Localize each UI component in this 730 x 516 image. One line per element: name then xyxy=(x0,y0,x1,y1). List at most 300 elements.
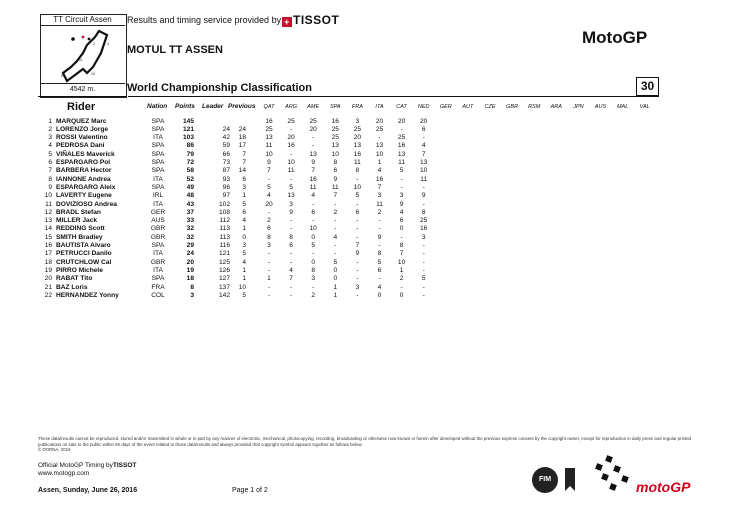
race-points: 25 xyxy=(375,125,384,133)
rider-points: 19 xyxy=(186,266,194,274)
race-points: 4 xyxy=(377,283,382,291)
rider-nation: GER xyxy=(150,208,166,216)
doc-number: 30 xyxy=(636,77,659,96)
rider-name: BARBERA Hector xyxy=(56,167,112,175)
col-race-jpn: JPN xyxy=(573,104,584,110)
race-points: 25 xyxy=(309,117,317,125)
rider-position: 6 xyxy=(48,159,52,166)
gap-previous: 6 xyxy=(242,208,246,216)
gap-leader: 112 xyxy=(219,217,230,225)
race-points: - xyxy=(356,225,359,233)
race-points: 10 xyxy=(331,150,339,158)
race-points: 8 xyxy=(289,233,293,241)
rider-name: SMITH Bradley xyxy=(56,233,103,241)
race-points: - xyxy=(422,134,425,142)
race-points: 6 xyxy=(267,225,271,233)
race-points: 13 xyxy=(331,142,339,150)
rider-points: 29 xyxy=(186,242,194,249)
gap-previous: 1 xyxy=(242,275,246,283)
rider-name: BAZ Loris xyxy=(56,283,88,291)
gap-leader: 113 xyxy=(219,225,230,233)
rider-points: 18 xyxy=(186,275,194,283)
rider-points: 24 xyxy=(186,250,194,258)
race-points: - xyxy=(267,208,271,216)
table-row xyxy=(0,234,730,242)
race-points: 13 xyxy=(287,192,295,200)
rider-name: PETRUCCI Danilo xyxy=(56,250,112,258)
rider-nation: GBR xyxy=(150,258,166,266)
rider-nation: FRA xyxy=(151,283,165,291)
event-title: MOTUL TT ASSEN xyxy=(127,44,223,56)
table-row xyxy=(0,176,730,184)
race-points: 10 xyxy=(353,183,362,191)
rider-position: 18 xyxy=(44,258,52,266)
rider-position: 3 xyxy=(48,134,52,142)
rider-name: MILLER Jack xyxy=(56,217,98,225)
gap-previous: 4 xyxy=(242,258,246,266)
table-row xyxy=(0,184,730,192)
rider-nation: ITA xyxy=(153,134,163,142)
rider-name: MARQUEZ Marc xyxy=(56,117,107,125)
race-points: - xyxy=(267,175,271,183)
race-points: 0 xyxy=(333,275,338,283)
race-points: 1 xyxy=(333,291,338,299)
gap-leader: 116 xyxy=(219,242,230,249)
rider-nation: COL xyxy=(151,291,165,299)
race-points: - xyxy=(334,200,337,208)
race-points: 1 xyxy=(377,159,382,166)
race-points: - xyxy=(289,175,293,183)
col-race-arg: ARG xyxy=(285,104,298,110)
race-points: 6 xyxy=(289,242,293,249)
race-points: 20 xyxy=(375,117,384,125)
race-points: 25 xyxy=(331,134,339,142)
rider-points: 32 xyxy=(186,233,194,241)
table-row xyxy=(0,134,730,142)
race-points: 8 xyxy=(267,233,271,241)
race-points: 11 xyxy=(398,159,406,166)
rider-name: BRADL Stefan xyxy=(56,208,101,216)
gap-leader: 59 xyxy=(222,142,230,150)
rider-points: 79 xyxy=(186,150,194,158)
race-points: - xyxy=(267,291,271,299)
race-points: 7 xyxy=(289,275,293,283)
rider-position: 15 xyxy=(44,233,52,241)
race-points: 8 xyxy=(333,159,338,166)
race-points: - xyxy=(289,225,293,233)
race-points: - xyxy=(312,217,315,225)
race-points: 9 xyxy=(333,175,338,183)
table-row xyxy=(0,217,730,225)
race-points: - xyxy=(289,125,293,133)
gap-previous: 5 xyxy=(242,291,246,299)
gap-previous: 1 xyxy=(242,192,246,200)
rider-points: 49 xyxy=(186,183,194,191)
rider-nation: SPA xyxy=(151,183,165,191)
svg-text:15: 15 xyxy=(91,72,95,76)
rider-nation: IRL xyxy=(152,192,164,200)
race-points: 5 xyxy=(355,192,360,200)
race-points: 20 xyxy=(265,200,273,208)
service-text: Results and timing service provided by xyxy=(127,15,282,25)
race-points: - xyxy=(289,217,293,225)
race-points: 8 xyxy=(399,242,404,249)
race-points: 9 xyxy=(399,200,404,208)
race-points: 13 xyxy=(375,142,384,150)
race-points: - xyxy=(267,258,271,266)
gap-previous: 3 xyxy=(242,242,246,249)
rider-points: 103 xyxy=(182,134,194,142)
rider-name: DOVIZIOSO Andrea xyxy=(56,200,117,208)
gap-leader: 137 xyxy=(218,283,230,291)
gap-leader: 93 xyxy=(222,175,230,183)
col-race-spa: SPA xyxy=(329,104,341,110)
race-points: 10 xyxy=(309,225,317,233)
race-points: - xyxy=(289,258,293,266)
rider-position: 20 xyxy=(44,275,52,283)
race-points: 13 xyxy=(353,142,362,150)
official-timing: Official MotoGP Timing byTISSOT xyxy=(38,462,137,469)
race-points: 5 xyxy=(399,167,404,175)
table-row xyxy=(0,242,730,250)
rider-nation: SPA xyxy=(151,167,165,175)
race-points: 20 xyxy=(420,117,428,125)
rider-nation: SPA xyxy=(151,242,165,249)
race-points: 11 xyxy=(309,183,317,191)
rider-name: ESPARGARO Aleix xyxy=(56,183,116,191)
race-points: - xyxy=(312,134,315,142)
rider-points: 20 xyxy=(186,258,194,266)
race-points: - xyxy=(312,283,315,291)
rider-nation: GBR xyxy=(150,233,166,241)
race-points: 9 xyxy=(289,208,293,216)
gap-previous: 6 xyxy=(242,175,246,183)
race-points: 0 xyxy=(311,233,316,241)
col-race-ara: ARA xyxy=(550,104,562,110)
rider-name: REDDING Scott xyxy=(56,225,105,233)
race-points: 0 xyxy=(399,225,404,233)
rider-points: 48 xyxy=(186,192,194,200)
race-points: 4 xyxy=(267,192,271,200)
rider-position: 10 xyxy=(44,192,52,200)
race-points: - xyxy=(378,275,381,283)
race-points: - xyxy=(356,175,359,183)
race-points: 7 xyxy=(421,150,426,158)
tissot-cross-icon: + xyxy=(282,17,292,27)
race-points: - xyxy=(289,291,293,299)
rider-nation: SPA xyxy=(151,125,165,133)
rider-points: 32 xyxy=(186,225,194,233)
svg-text:8: 8 xyxy=(61,74,63,78)
race-points: 13 xyxy=(309,150,317,158)
circuit-name: TT Circuit Assen xyxy=(40,14,125,26)
race-points: 16 xyxy=(265,117,273,125)
disclaimer: These data/results cannot be reproduced, stored and/or transmitted in whole or in part by any manner of electronic, mechanical, photocopying, recording, broadcasting or otherwise now known or herein after developed without the previous express consent by the copyright owner, except for reproduction in daily press and regular printed publications on sale to the public within 60 days of the event related to those data/results and always provided that copyright symbol appears together as follows below. © DORNA, 2016 xyxy=(38,436,692,453)
race-points: 4 xyxy=(377,167,382,175)
rider-points: 3 xyxy=(190,291,194,299)
race-points: 11 xyxy=(331,183,339,191)
table-row xyxy=(0,267,730,275)
col-nation: Nation xyxy=(147,103,168,110)
race-points: - xyxy=(356,200,359,208)
motogp-wordmark: motoGP xyxy=(636,479,691,495)
race-points: 5 xyxy=(311,242,316,249)
rider-nation: AUS xyxy=(151,217,165,225)
race-points: 9 xyxy=(421,192,426,200)
race-points: 5 xyxy=(267,183,271,191)
race-points: 8 xyxy=(421,208,426,216)
gap-previous: 10 xyxy=(238,283,246,291)
col-race-ger: GER xyxy=(439,104,452,110)
col-rider: Rider xyxy=(67,101,96,113)
race-points: 1 xyxy=(267,275,271,283)
rider-points: 37 xyxy=(186,208,194,216)
gap-previous: 3 xyxy=(242,183,246,191)
rider-points: 72 xyxy=(186,159,194,166)
race-points: 2 xyxy=(377,208,382,216)
gap-leader: 102 xyxy=(218,200,230,208)
table-row xyxy=(0,284,730,292)
col-race-fra: FRA xyxy=(351,104,363,110)
tissot-logo: + TISSOT xyxy=(282,13,339,27)
race-points: 13 xyxy=(397,150,406,158)
race-points: 20 xyxy=(287,134,295,142)
rider-points: 121 xyxy=(182,125,194,133)
table-row xyxy=(0,151,730,159)
race-points: 16 xyxy=(331,117,339,125)
race-points: - xyxy=(267,283,271,291)
gap-leader: 66 xyxy=(222,150,230,158)
race-points: - xyxy=(356,291,359,299)
race-points: 3 xyxy=(289,200,293,208)
race-points: 13 xyxy=(420,159,428,166)
race-points: 11 xyxy=(376,200,383,208)
race-points: 11 xyxy=(420,175,428,183)
race-points: 25 xyxy=(287,117,295,125)
race-points: - xyxy=(356,266,359,274)
gap-leader: 113 xyxy=(219,233,230,241)
rider-name: BAUTISTA Alvaro xyxy=(56,242,111,249)
motogp-brand: MotoGP xyxy=(582,28,648,47)
race-points: 6 xyxy=(377,266,382,274)
rider-position: 12 xyxy=(44,208,52,216)
race-points: 25 xyxy=(420,217,428,225)
race-points: - xyxy=(312,200,315,208)
gap-leader: 96 xyxy=(222,183,230,191)
race-points: 0 xyxy=(333,266,338,274)
race-points: - xyxy=(422,250,425,258)
svg-text:11: 11 xyxy=(79,58,83,62)
rider-nation: ITA xyxy=(153,200,163,208)
gap-previous: 4 xyxy=(242,217,246,225)
race-points: 16 xyxy=(309,175,317,183)
race-points: - xyxy=(422,258,425,266)
gap-previous: 7 xyxy=(242,150,246,158)
race-points: - xyxy=(356,233,359,241)
rider-position: 21 xyxy=(44,283,52,291)
rider-nation: ITA xyxy=(153,250,163,258)
race-points: 10 xyxy=(265,150,273,158)
race-points: - xyxy=(422,283,425,291)
race-points: 3 xyxy=(267,242,271,249)
race-points: 8 xyxy=(311,266,316,274)
race-points: 6 xyxy=(399,217,404,225)
race-points: 2 xyxy=(399,275,404,283)
rider-position: 14 xyxy=(44,225,52,233)
race-points: - xyxy=(422,266,425,274)
race-points: 6 xyxy=(355,208,360,216)
race-points: 9 xyxy=(267,159,271,166)
race-points: 6 xyxy=(311,208,316,216)
race-points: - xyxy=(289,283,293,291)
gap-leader: 97 xyxy=(222,192,230,200)
rider-name: PEDROSA Dani xyxy=(56,142,105,150)
race-points: 4 xyxy=(289,266,293,274)
race-points: 1 xyxy=(399,266,404,274)
rider-name: ESPARGARO Pol xyxy=(56,159,111,166)
rider-nation: SPA xyxy=(151,117,165,125)
race-points: 7 xyxy=(399,250,404,258)
rider-position: 11 xyxy=(45,200,52,208)
table-row xyxy=(0,225,730,233)
race-points: - xyxy=(422,291,425,299)
race-points: 25 xyxy=(353,125,362,133)
rider-position: 5 xyxy=(48,150,52,158)
col-race-cze: CZE xyxy=(484,104,496,110)
race-points: 20 xyxy=(309,125,317,133)
rider-points: 8 xyxy=(190,283,194,291)
race-points: 2 xyxy=(311,291,316,299)
race-points: 10 xyxy=(375,150,384,158)
race-points: 5 xyxy=(377,258,382,266)
gap-leader: 87 xyxy=(222,167,230,175)
race-points: 13 xyxy=(265,134,273,142)
race-points: - xyxy=(422,200,425,208)
dorna-logo-icon xyxy=(562,466,578,493)
race-points: - xyxy=(267,250,271,258)
race-points: 5 xyxy=(421,275,426,283)
gap-leader: 125 xyxy=(218,258,230,266)
rider-name: IANNONE Andrea xyxy=(56,175,111,183)
rider-position: 7 xyxy=(48,167,52,175)
race-points: 3 xyxy=(399,192,404,200)
race-points: 7 xyxy=(333,192,338,200)
race-points: 9 xyxy=(377,233,382,241)
race-points: 20 xyxy=(353,134,362,142)
rider-position: 13 xyxy=(44,217,52,225)
race-points: 11 xyxy=(353,159,361,166)
rider-points: 33 xyxy=(186,217,194,225)
race-points: - xyxy=(400,125,403,133)
gap-previous: 7 xyxy=(242,159,246,166)
rider-points: 145 xyxy=(182,117,194,125)
race-points: 25 xyxy=(331,125,339,133)
race-points: 0 xyxy=(377,291,382,299)
race-points: 7 xyxy=(377,183,382,191)
gap-previous: 5 xyxy=(242,250,246,258)
gap-leader: 126 xyxy=(218,266,230,274)
race-points: 10 xyxy=(287,159,295,166)
rider-points: 58 xyxy=(186,167,194,175)
race-points: 4 xyxy=(333,233,338,241)
race-points: - xyxy=(356,258,359,266)
race-points: 16 xyxy=(353,150,362,158)
col-race-cat: CAT xyxy=(396,104,407,110)
table-row xyxy=(0,259,730,267)
website-link[interactable]: www.motogp.com xyxy=(38,470,90,477)
race-points: 25 xyxy=(265,125,273,133)
rider-position: 16 xyxy=(44,242,52,249)
race-points: - xyxy=(378,217,381,225)
rider-nation: SPA xyxy=(151,150,165,158)
race-points: - xyxy=(400,183,403,191)
table-row xyxy=(0,159,730,167)
svg-text:2: 2 xyxy=(93,42,95,46)
rider-position: 19 xyxy=(44,266,52,274)
classification-title: World Championship Classification xyxy=(127,82,312,94)
race-points: 5 xyxy=(289,183,293,191)
race-points: 6 xyxy=(333,167,338,175)
gap-previous: 14 xyxy=(238,167,246,175)
race-points: 2 xyxy=(267,217,271,225)
circuit-length: 4542 m. xyxy=(40,83,125,96)
race-points: 8 xyxy=(377,250,382,258)
race-points: 3 xyxy=(421,233,426,241)
rider-points: 52 xyxy=(186,175,194,183)
race-points: - xyxy=(400,283,403,291)
race-points: 4 xyxy=(421,142,426,150)
gap-leader: 108 xyxy=(218,208,230,216)
race-points: 3 xyxy=(355,117,360,125)
col-race-ita: ITA xyxy=(375,104,384,110)
race-points: - xyxy=(312,142,315,150)
col-race-mal: MAL xyxy=(616,104,629,110)
rider-name: RABAT Tito xyxy=(56,275,93,283)
gap-previous: 24 xyxy=(238,125,246,133)
race-points: 20 xyxy=(397,117,406,125)
col-race-ame: AME xyxy=(307,104,320,110)
table-row xyxy=(0,292,730,300)
gap-previous: 1 xyxy=(242,266,246,274)
race-points: - xyxy=(334,250,337,258)
race-points: 3 xyxy=(377,192,382,200)
race-points: 8 xyxy=(355,167,360,175)
gap-leader: 24 xyxy=(222,125,230,133)
race-points: 11 xyxy=(287,167,295,175)
race-points: - xyxy=(334,225,337,233)
table-row xyxy=(0,192,730,200)
page-number: Page 1 of 2 xyxy=(232,487,268,494)
race-points: 7 xyxy=(311,167,316,175)
race-points: 5 xyxy=(333,258,338,266)
race-points: - xyxy=(356,217,359,225)
rider-name: CRUTCHLOW Cal xyxy=(56,258,112,266)
race-points: 9 xyxy=(311,159,316,166)
motogp-logo xyxy=(590,450,700,498)
gap-leader: 42 xyxy=(222,134,230,142)
rider-position: 8 xyxy=(48,175,52,183)
rider-name: LAVERTY Eugene xyxy=(56,192,112,200)
col-race-aut: AUT xyxy=(462,104,474,110)
rider-name: PIRRO Michele xyxy=(56,266,103,274)
col-race-gbr: GBR xyxy=(506,104,519,110)
gap-previous: 17 xyxy=(238,142,246,150)
race-points: 25 xyxy=(397,134,406,142)
race-points: 16 xyxy=(420,225,428,233)
race-points: 10 xyxy=(397,258,406,266)
race-points: 9 xyxy=(355,250,360,258)
race-points: 7 xyxy=(355,242,360,249)
